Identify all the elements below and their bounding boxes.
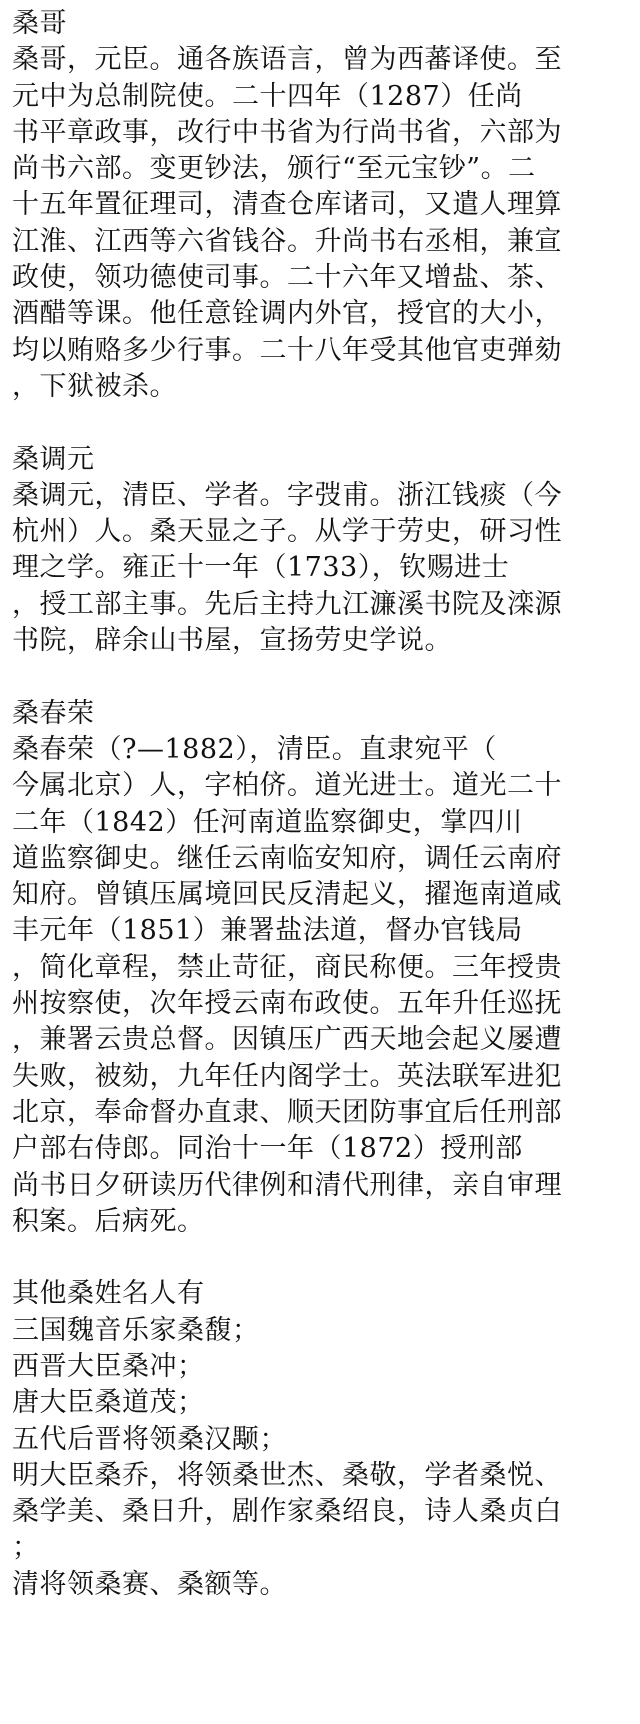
section-sang-chunrong: [12, 696, 632, 1240]
paragraph-line: 二年（1842）任河南道监察御史，掌四川: [12, 806, 523, 838]
paragraph-line: 桑调元，清臣、学者。字弢甫。浙江钱痰（今: [12, 479, 562, 511]
section-gap: [12, 405, 632, 441]
section-gap: [12, 659, 632, 695]
document-body: [12, 6, 632, 1603]
paragraph-line: 尚书六部。变更钞法，颁行“至元宝钞”。二: [12, 153, 536, 185]
paragraph-line: 元中为总制院使。二十四年（1287）任尚: [12, 80, 523, 112]
paragraph-line: 政使，领功德使司事。二十六年又增盐、茶、: [12, 262, 562, 294]
list-item: 唐大臣桑道茂；: [12, 1387, 205, 1419]
paragraph-line: ，简化章程，禁止苛征，商民称便。三年授贵: [12, 951, 562, 983]
paragraph-line: 州按察使，次年授云南布政使。五年升任巡抚: [12, 988, 562, 1020]
list-item: 明大臣桑乔，将领桑世杰、桑敬，学者桑悦、: [12, 1459, 562, 1491]
list-item: 三国魏音乐家桑馥；: [12, 1314, 260, 1346]
list-item: 桑学美、桑日升，剧作家桑绍良，诗人桑贞白: [12, 1496, 562, 1528]
section-sang-ge: [12, 6, 632, 405]
list-item: 西晋大臣桑冲；: [12, 1350, 205, 1382]
paragraph-line: 道监察御史。继任云南临安知府，调任云南府: [12, 842, 562, 874]
list-item: ；: [12, 1532, 40, 1564]
paragraph-line: 理之学。雍正十一年（1733），钦赐进士: [12, 552, 510, 584]
paragraph-line: 杭州）人。桑天显之子。从学于劳史，研习性: [12, 516, 562, 548]
paragraph-line: 今属北京）人，字柏侪。道光进士。道光二十: [12, 770, 562, 802]
paragraph-line: 失败，被劾，九年任内阁学士。英法联军进犯: [12, 1060, 562, 1092]
paragraph-line: 十五年置征理司，清查仓库诸司，又遣人理算: [12, 189, 562, 221]
paragraph-line: 北京，奉命督办直隶、顺天团防事宜后任刑部: [12, 1096, 562, 1128]
paragraph-line: 积案。后病死。: [12, 1205, 205, 1237]
section-title: 桑春荣: [12, 697, 95, 729]
paragraph-line: 户部右侍郎。同治十一年（1872）授刑部: [12, 1133, 523, 1165]
paragraph-line: 书院，辟余山书屋，宣扬劳史学说。: [12, 625, 452, 657]
paragraph-line: 江淮、江西等六省钱谷。升尚书右丞相，兼宣: [12, 225, 562, 257]
paragraph-line: 尚书日夕研读历代律例和清代刑律，亲自审理: [12, 1169, 562, 1201]
paragraph-line: 知府。曾镇压属境回民反清起义，擢迤南道咸: [12, 879, 562, 911]
paragraph-line: 均以贿赂多少行事。二十八年受其他官吏弹劾: [12, 334, 562, 366]
paragraph-line: ，下狱被杀。: [12, 370, 177, 402]
section-title: 桑调元: [12, 443, 95, 475]
paragraph-line: ，兼署云贵总督。因镇压广西天地会起义屡遭: [12, 1024, 562, 1056]
list-item: 清将领桑赛、桑额等。: [12, 1568, 287, 1600]
section-title: 其他桑姓名人有: [12, 1278, 205, 1310]
list-item: 五代后晋将领桑汉颙；: [12, 1423, 287, 1455]
paragraph-line: 丰元年（1851）兼署盐法道，督办官钱局: [12, 915, 523, 947]
paragraph-line: 桑春荣（?—1882），清臣。直隶宛平（: [12, 733, 497, 765]
section-sang-tiaoyuan: [12, 442, 632, 660]
section-gap: [12, 1240, 632, 1276]
section-title: 桑哥: [12, 8, 67, 39]
paragraph-line: ，授工部主事。先后主持九江濂溪书院及滦源: [12, 588, 562, 620]
paragraph-line: 桑哥，元臣。通各族语言，曾为西蕃译使。至: [12, 44, 562, 76]
paragraph-line: 书平章政事，改行中书省为行尚书省，六部为: [12, 116, 562, 148]
paragraph-line: 酒醋等课。他任意铨调内外官，授官的大小，: [12, 298, 562, 330]
section-other-notables: [12, 1276, 632, 1603]
